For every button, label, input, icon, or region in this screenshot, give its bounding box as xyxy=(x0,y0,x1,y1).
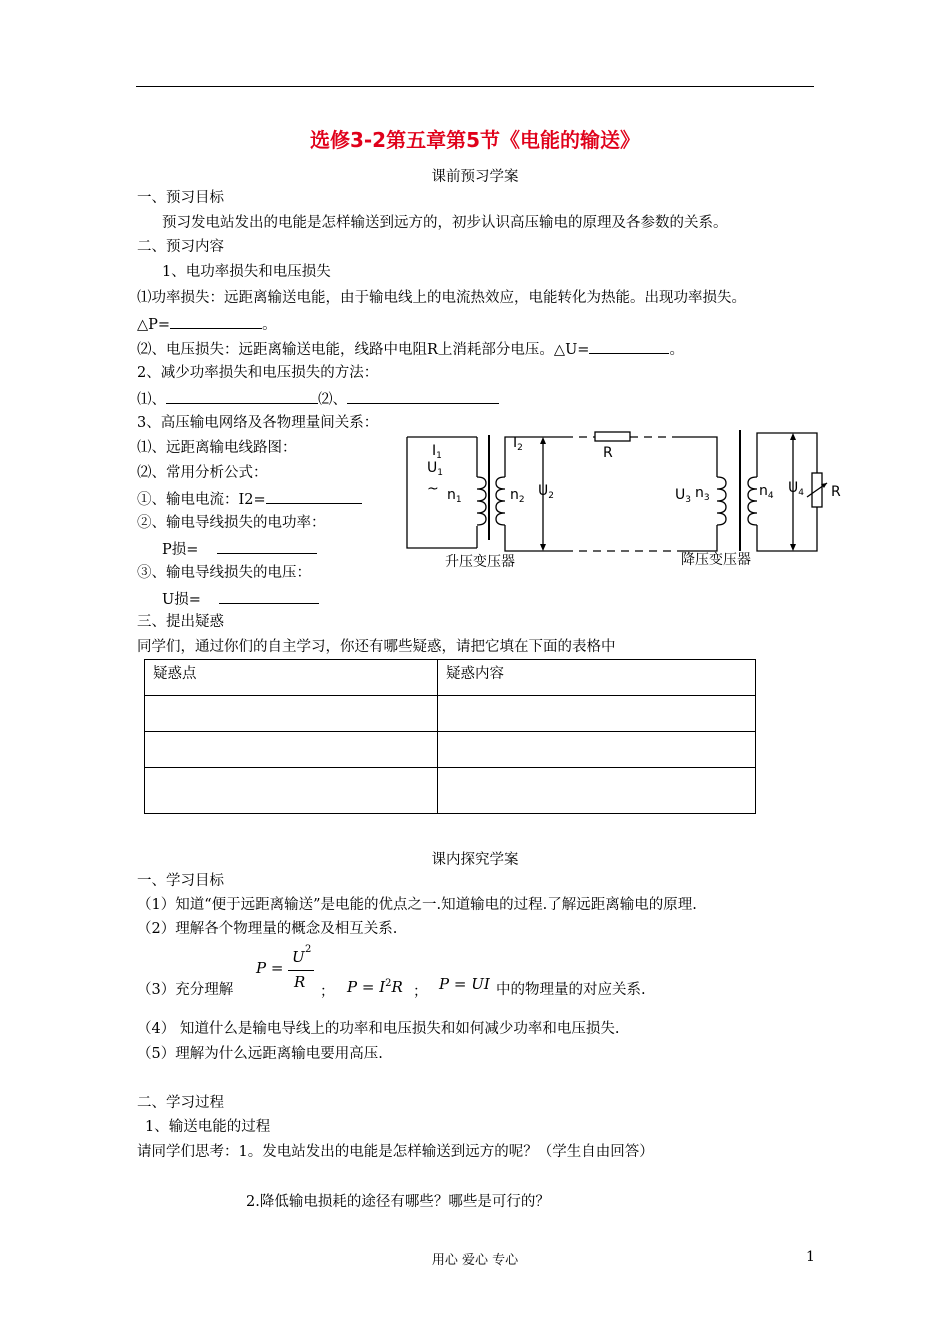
doubts-title: 三、提出疑惑 xyxy=(137,614,224,630)
goal-3-separator-2: ； xyxy=(413,984,428,1000)
table-cell[interactable] xyxy=(438,732,756,768)
table-row xyxy=(145,696,756,732)
label-u2: $U_2$ xyxy=(538,483,554,501)
heading-inclass: 课内探究学案 xyxy=(431,852,519,868)
formula-1-fraction-bar xyxy=(288,970,314,971)
step-down-secondary-coil xyxy=(748,477,757,525)
goal-3-separator-1: ； xyxy=(320,984,335,1000)
primary-circuit-wire xyxy=(407,437,477,548)
route-diagram-label: ⑴、远距离输电线路图： xyxy=(137,440,297,456)
label-n3: $n_3$ xyxy=(695,485,710,503)
formula-p-ui: P = UI xyxy=(439,975,490,993)
doubts-table xyxy=(144,659,756,814)
label-n1: $n_1$ xyxy=(447,487,462,505)
page-footer: 用心 爱心 专心 xyxy=(431,1253,519,1268)
label-tilde: ~ xyxy=(427,481,439,497)
label-step-up: 升压变压器 xyxy=(445,554,515,570)
label-step-down: 降压变压器 xyxy=(681,552,751,568)
table-cell[interactable] xyxy=(145,768,438,814)
table-row xyxy=(145,660,756,696)
current-blank[interactable] xyxy=(266,489,362,504)
formula-1-numerator: U xyxy=(292,948,305,966)
process-title: 二、学习过程 xyxy=(137,1095,224,1111)
formula-2-r: R xyxy=(391,978,403,996)
preview-content-title: 二、预习内容 xyxy=(137,239,224,255)
label-line-r: R xyxy=(603,445,613,461)
power-loss-text: ⑴功率损失：远距离输送电能，由于输电线上的电流热效应，电能转化为热能。出现功率损失。 xyxy=(137,290,746,306)
question-1: 请同学们思考：1。发电站发出的电能是怎样输送到远方的呢？（学生自由回答） xyxy=(137,1144,654,1160)
current-label: ①、输电电流：I2= xyxy=(137,492,266,508)
table-header-point: 疑惑点 xyxy=(145,660,438,696)
delta-p-label: △P= xyxy=(137,317,171,333)
line-resistor xyxy=(595,432,630,441)
goal-5: （5）理解为什么远距离输电要用高压. xyxy=(137,1046,383,1062)
goal-2: （2）理解各个物理量的概念及相互关系. xyxy=(137,921,398,937)
voltage-loss-text: ⑵、电压损失：远距离输送电能，线路中电阻R上消耗部分电压。△U= xyxy=(137,342,590,358)
label-i1: $I_1$ xyxy=(432,443,442,461)
method-2-blank[interactable] xyxy=(347,389,499,404)
goal-1: （1）知道“便于远距离输送”是电能的优点之一.知道输电的过程.了解远距离输电的原理. xyxy=(137,897,697,913)
power-loss-formula-label: ②、输电导线损失的电功率： xyxy=(137,515,326,531)
page-title: 选修3-2第五章第5节《电能的输送》 xyxy=(309,128,641,152)
item-3: 3、高压输电网络及各物理量间关系： xyxy=(137,415,379,431)
question-2: 2.降低输电损耗的途径有哪些？哪些是可行的？ xyxy=(246,1194,550,1210)
goal-4: （4） 知道什么是输电导线上的功率和电压损失和如何减少功率和电压损失. xyxy=(137,1021,620,1037)
transmission-circuit-diagram xyxy=(395,425,855,575)
voltage-loss-formula-label: ③、输电导线损失的电压： xyxy=(137,565,311,581)
item-2: 2、减少功率损失和电压损失的方法： xyxy=(137,365,379,381)
goal-3-post: 中的物理量的对应关系. xyxy=(496,982,646,998)
voltage-loss-line xyxy=(137,339,684,359)
primary-coil xyxy=(477,477,486,525)
preview-goal-text: 预习发电站发出的电能是怎样输送到远方的，初步认识高压输电的原理及各参数的关系。 xyxy=(162,215,728,231)
p-loss-line xyxy=(162,539,317,559)
u-loss-line xyxy=(162,589,319,609)
preview-goal-title: 一、预习目标 xyxy=(137,190,224,206)
goal-3-pre: （3）充分理解 xyxy=(137,982,234,998)
heading-preview: 课前预习学案 xyxy=(431,169,519,185)
u2-arrow-head-top xyxy=(540,437,546,444)
label-u1: $U_1$ xyxy=(427,460,443,478)
formula-p-u2-r xyxy=(256,944,320,994)
table-cell[interactable] xyxy=(145,696,438,732)
label-i2: $I_2$ xyxy=(513,435,523,453)
table-header-content: 疑惑内容 xyxy=(438,660,756,696)
methods-line xyxy=(137,389,499,409)
delta-u-blank[interactable] xyxy=(589,339,669,354)
delta-p-end: 。 xyxy=(262,317,277,333)
label-load-r: R xyxy=(831,484,841,500)
u2-arrow-head-bottom xyxy=(540,544,546,551)
delta-p-line xyxy=(137,314,277,334)
header-rule xyxy=(136,86,814,87)
method-1-blank[interactable] xyxy=(166,389,318,404)
table-cell[interactable] xyxy=(145,732,438,768)
delta-p-blank[interactable] xyxy=(170,314,262,329)
table-cell[interactable] xyxy=(438,696,756,732)
p-loss-label: P损= xyxy=(162,542,199,558)
step-down-primary-coil xyxy=(717,477,726,525)
table-cell[interactable] xyxy=(438,768,756,814)
u4-arrow-head-top xyxy=(790,433,796,440)
label-u4: $U_4$ xyxy=(788,480,804,498)
u-loss-label: U损= xyxy=(162,592,201,608)
page-number: 1 xyxy=(806,1249,815,1265)
secondary-coil xyxy=(496,477,505,525)
table-row xyxy=(145,732,756,768)
goal-3 xyxy=(137,981,233,999)
item-1: 1、电功率损失和电压损失 xyxy=(162,264,331,280)
delta-u-end: 。 xyxy=(669,342,684,358)
label-n2: $n_2$ xyxy=(510,487,525,505)
label-u3: $U_3$ xyxy=(675,487,691,505)
process-item-1: 1、输送电能的过程 xyxy=(145,1119,271,1135)
formula-2-exponent: 2 xyxy=(385,978,392,989)
formula-2-main: P = I xyxy=(347,978,386,996)
table-row xyxy=(145,768,756,814)
doubts-text: 同学们，通过你们的自主学习，你还有哪些疑惑，请把它填在下面的表格中 xyxy=(137,639,616,655)
u-loss-blank[interactable] xyxy=(219,589,319,604)
method-1-label: ⑴、 xyxy=(137,392,166,408)
method-2-label: ⑵、 xyxy=(318,392,347,408)
inclass-goal-title: 一、学习目标 xyxy=(137,873,224,889)
formula-1-exponent: 2 xyxy=(305,944,312,955)
transmission-dashed-line xyxy=(565,437,680,551)
formula-1-denominator: R xyxy=(294,973,306,991)
formula-p-i2r xyxy=(347,975,403,996)
p-loss-blank[interactable] xyxy=(217,539,317,554)
current-line xyxy=(137,489,362,509)
u4-arrow-head-bottom xyxy=(790,544,796,551)
formula-label: ⑵、常用分析公式： xyxy=(137,465,268,481)
label-n4: $n_4$ xyxy=(759,483,774,501)
formula-1-lhs: P = xyxy=(256,959,284,977)
